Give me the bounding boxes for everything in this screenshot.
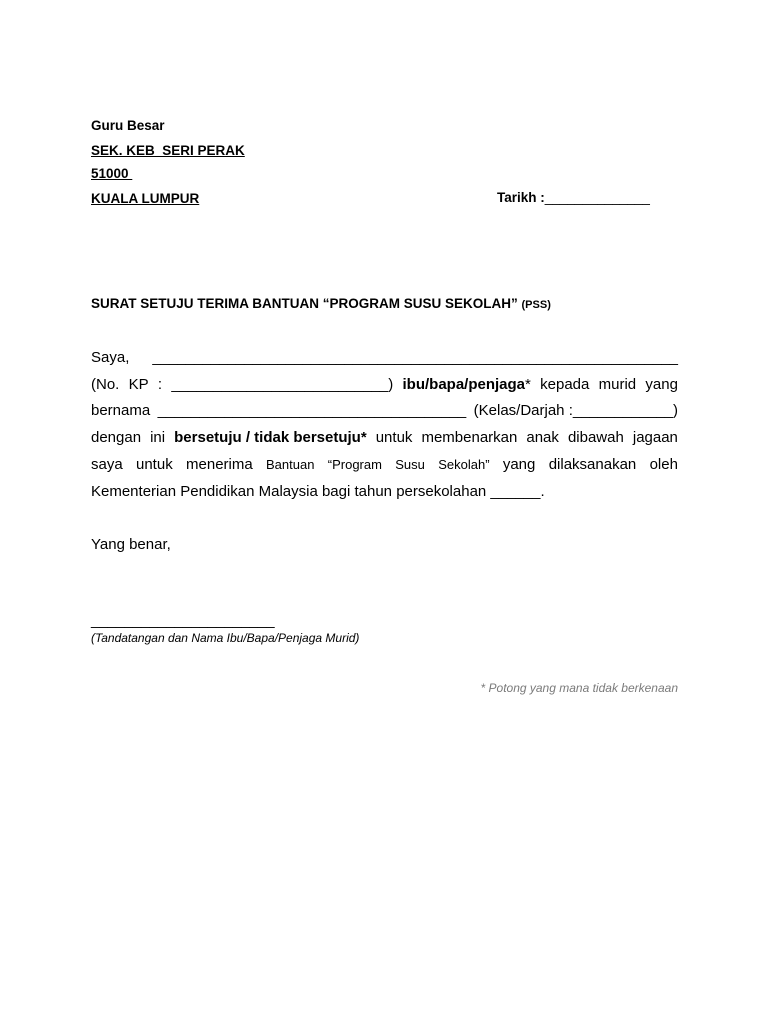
word: dengan	[91, 429, 142, 446]
word: ini	[150, 429, 166, 446]
consent-choice: bersetuju / tidak bersetuju*	[174, 429, 367, 446]
date-blank: ______________	[544, 190, 650, 205]
word: yang	[645, 376, 678, 393]
kp-label: (No.	[91, 376, 120, 393]
name-blank: _______________________________________________________________	[152, 349, 678, 366]
word: untuk	[136, 456, 173, 473]
body-line-3	[91, 402, 678, 420]
word: membenarkan	[421, 429, 518, 446]
saya-word: Saya,	[91, 349, 130, 366]
recipient-city: KUALA LUMPUR	[91, 191, 200, 206]
word: Sekolah”	[438, 457, 490, 472]
word: “Program	[327, 457, 382, 472]
class-blank: ____________)	[572, 402, 678, 419]
word: Bantuan	[266, 457, 315, 472]
class-group	[474, 402, 678, 420]
kp-colon: :	[157, 376, 163, 393]
recipient-school: SEK. KEB SERI PERAK	[91, 143, 245, 158]
word: anak	[526, 429, 559, 446]
body-line-1	[91, 349, 678, 367]
date-label: Tarikh :	[497, 190, 545, 205]
closing: Yang benar,	[91, 536, 171, 553]
letter-heading	[91, 296, 551, 313]
word: untuk	[375, 429, 413, 446]
relation-choice: ibu/bapa/penjaga	[402, 376, 526, 393]
word: jagaan	[632, 429, 678, 446]
class-label: (Kelas/Darjah :	[473, 402, 573, 419]
footnote: * Potong yang mana tidak berkenaan	[480, 681, 678, 695]
signature-line: ______________________	[91, 612, 275, 629]
body-line-6: Kementerian Pendidikan Malaysia bagi tahun persekolahan ______.	[91, 483, 545, 500]
body-line-2	[91, 376, 678, 394]
date-field	[497, 190, 650, 206]
word: dilaksanakan	[548, 456, 637, 473]
bernama-word: bernama	[91, 402, 151, 419]
student-name-blank: _____________________________________	[157, 402, 467, 419]
word: Susu	[395, 457, 425, 472]
recipient-postcode: 51000	[91, 166, 133, 181]
word: yang	[502, 456, 536, 473]
word: kepada	[540, 376, 590, 393]
word: saya	[91, 456, 123, 473]
kp-blank: __________________________)	[171, 376, 394, 393]
heading-main: SURAT SETUJU TERIMA BANTUAN “PROGRAM SUSU SEKOLAH”	[91, 296, 522, 311]
heading-abbr: (PSS)	[521, 299, 551, 311]
relation-asterisk: *	[525, 376, 531, 393]
signature-caption: (Tandatangan dan Nama Ibu/Bapa/Penjaga Murid)	[91, 631, 360, 645]
word: menerima	[186, 456, 253, 473]
word: murid	[598, 376, 637, 393]
body-line-5	[91, 456, 678, 474]
word: dibawah	[567, 429, 624, 446]
relation-group	[403, 376, 531, 394]
body-line-4	[91, 429, 678, 447]
recipient-title: Guru Besar	[91, 118, 165, 133]
word: oleh	[649, 456, 678, 473]
kp-label-2: KP	[128, 376, 149, 393]
